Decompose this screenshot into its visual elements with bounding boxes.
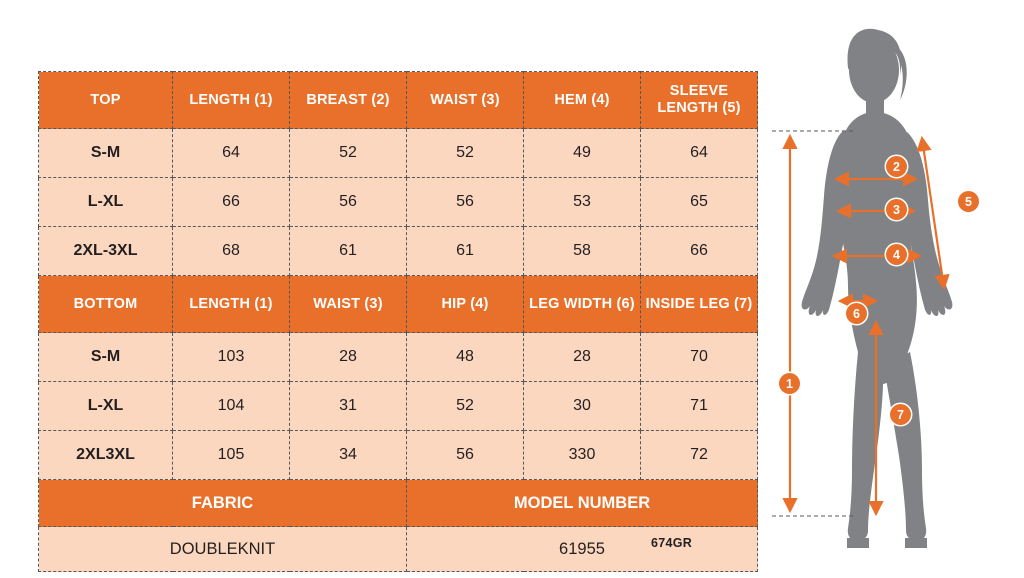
table-row bbox=[39, 129, 758, 178]
top-row-2-length: 68 bbox=[173, 227, 290, 276]
top-header-cell-3: WAIST (3) bbox=[407, 72, 524, 129]
bottom-header-cell-5: INSIDE LEG (7) bbox=[641, 276, 758, 333]
top-row-2-breast: 61 bbox=[290, 227, 407, 276]
top-header-cell-1: LENGTH (1) bbox=[173, 72, 290, 129]
bottom-header-cell-0: BOTTOM bbox=[39, 276, 173, 333]
size-table-container bbox=[38, 71, 756, 572]
badge-1: 1 bbox=[779, 373, 800, 394]
bottom-header-cell-1: LENGTH (1) bbox=[173, 276, 290, 333]
measurement-figure-panel bbox=[762, 0, 1024, 578]
table-row bbox=[39, 431, 758, 480]
badge-4: 4 bbox=[886, 244, 907, 265]
bottom-row-1-insideleg: 71 bbox=[641, 382, 758, 431]
bottom-header-cell-3: HIP (4) bbox=[407, 276, 524, 333]
top-row-1-label: L-XL bbox=[39, 178, 173, 227]
bottom-header-row bbox=[39, 276, 758, 333]
badge-5: 5 bbox=[958, 191, 979, 212]
top-row-2-label: 2XL-3XL bbox=[39, 227, 173, 276]
badge-3: 3 bbox=[886, 199, 907, 220]
bottom-row-2-legwidth: 330 bbox=[524, 431, 641, 480]
top-header-row bbox=[39, 72, 758, 129]
badge-2: 2 bbox=[886, 156, 907, 177]
bottom-row-1-legwidth: 30 bbox=[524, 382, 641, 431]
top-row-0-length: 64 bbox=[173, 129, 290, 178]
top-row-0-label: S-M bbox=[39, 129, 173, 178]
bottom-row-2-insideleg: 72 bbox=[641, 431, 758, 480]
top-row-2-hem: 58 bbox=[524, 227, 641, 276]
table-row bbox=[39, 382, 758, 431]
top-row-0-sleeve: 64 bbox=[641, 129, 758, 178]
top-row-0-breast: 52 bbox=[290, 129, 407, 178]
bottom-row-0-length: 103 bbox=[173, 333, 290, 382]
top-row-0-waist: 52 bbox=[407, 129, 524, 178]
footer-value-row bbox=[39, 527, 758, 572]
bottom-row-1-label: L-XL bbox=[39, 382, 173, 431]
figure-svg bbox=[762, 0, 1024, 578]
top-header-cell-0: TOP bbox=[39, 72, 173, 129]
bottom-row-0-legwidth: 28 bbox=[524, 333, 641, 382]
bottom-row-0-label: S-M bbox=[39, 333, 173, 382]
top-header-cell-4: HEM (4) bbox=[524, 72, 641, 129]
table-row bbox=[39, 333, 758, 382]
bottom-header-cell-4: LEG WIDTH (6) bbox=[524, 276, 641, 333]
bottom-row-2-label: 2XL3XL bbox=[39, 431, 173, 480]
top-row-1-sleeve: 65 bbox=[641, 178, 758, 227]
bottom-row-0-hip: 48 bbox=[407, 333, 524, 382]
bottom-row-0-waist: 28 bbox=[290, 333, 407, 382]
bottom-row-2-hip: 56 bbox=[407, 431, 524, 480]
model-number-value: 61955 bbox=[407, 527, 758, 572]
footer-header-row bbox=[39, 480, 758, 527]
bottom-row-0-insideleg: 70 bbox=[641, 333, 758, 382]
table-row bbox=[39, 227, 758, 276]
bottom-row-1-length: 104 bbox=[173, 382, 290, 431]
bottom-row-2-length: 105 bbox=[173, 431, 290, 480]
model-number-header: MODEL NUMBER bbox=[407, 480, 758, 527]
product-code: 674GR bbox=[651, 536, 693, 550]
bottom-row-1-hip: 52 bbox=[407, 382, 524, 431]
top-row-1-length: 66 bbox=[173, 178, 290, 227]
top-row-2-sleeve: 66 bbox=[641, 227, 758, 276]
top-header-cell-2: BREAST (2) bbox=[290, 72, 407, 129]
top-row-1-breast: 56 bbox=[290, 178, 407, 227]
top-row-2-waist: 61 bbox=[407, 227, 524, 276]
size-table bbox=[38, 71, 758, 572]
fabric-header: FABRIC bbox=[39, 480, 407, 527]
bottom-row-2-waist: 34 bbox=[290, 431, 407, 480]
badge-6: 6 bbox=[846, 303, 867, 324]
top-row-1-hem: 53 bbox=[524, 178, 641, 227]
fabric-value: DOUBLEKNIT bbox=[39, 527, 407, 572]
top-header-cell-5: SLEEVE LENGTH (5) bbox=[641, 72, 758, 129]
badge-7: 7 bbox=[890, 404, 911, 425]
table-row bbox=[39, 178, 758, 227]
top-row-0-hem: 49 bbox=[524, 129, 641, 178]
top-row-1-waist: 56 bbox=[407, 178, 524, 227]
bottom-row-1-waist: 31 bbox=[290, 382, 407, 431]
bottom-header-cell-2: WAIST (3) bbox=[290, 276, 407, 333]
